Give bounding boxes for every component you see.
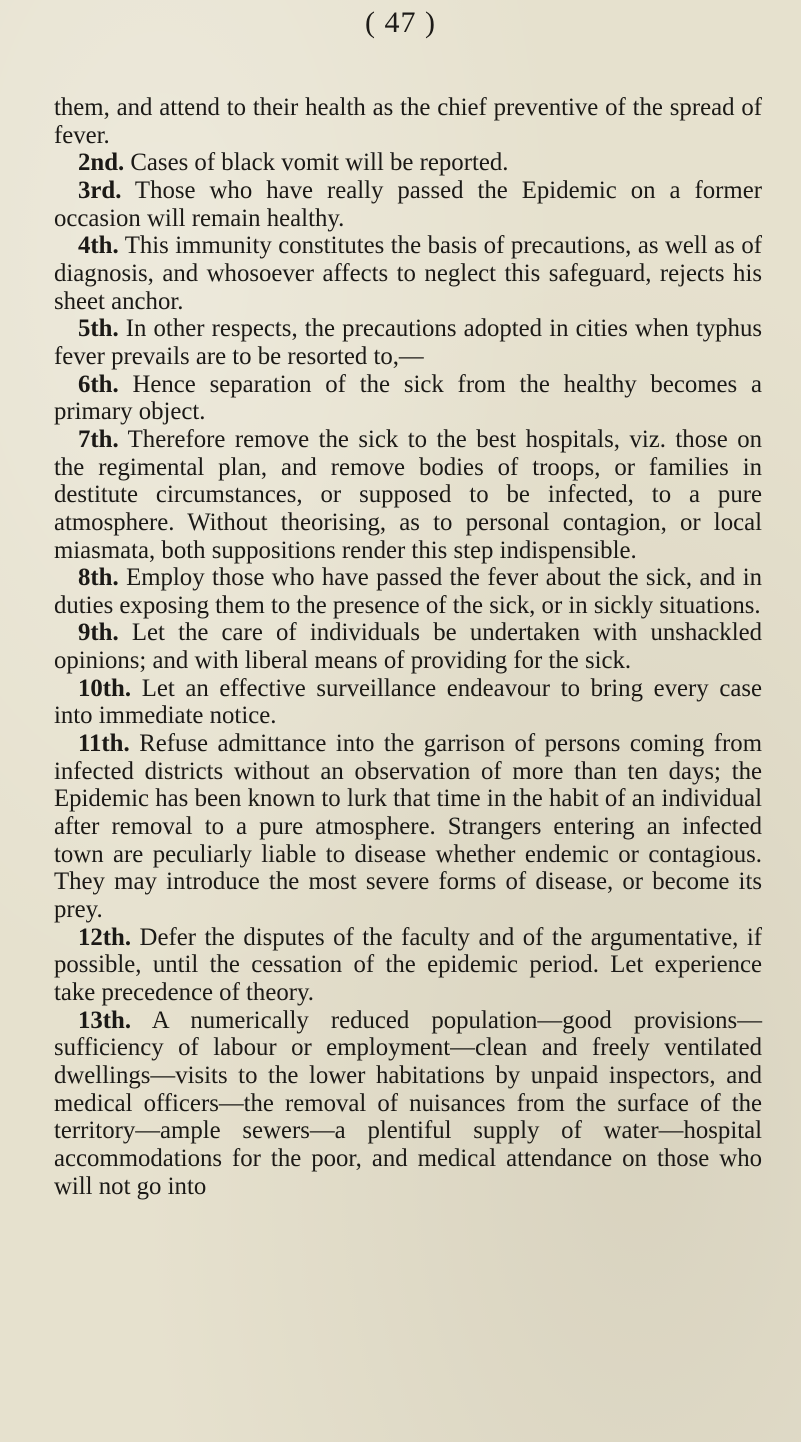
paragraph-number: 11th. — [78, 730, 130, 758]
paragraph-text: Those who have really passed the Epidemic on a former occasion will remain healthy. — [54, 176, 762, 232]
paragraph-10th — [54, 675, 762, 730]
paragraph-13th — [54, 1007, 762, 1201]
paragraph-number: 7th. — [78, 425, 119, 453]
paragraph-3rd — [54, 177, 762, 232]
paragraph-text: Employ those who have passed the fever about the sick, and in duties exposing them to the presence of the sick, or in sickly situations. — [54, 564, 762, 619]
paragraph-continuation — [54, 94, 762, 149]
paragraph-number: 9th. — [78, 619, 119, 647]
paragraph-number: 2nd. — [78, 149, 125, 177]
paragraph-5th — [54, 315, 762, 370]
paragraph-number: 5th. — [78, 315, 119, 343]
page-number: ( 47 ) — [365, 6, 436, 39]
body-text — [54, 94, 762, 1200]
paragraph-text: Hence separation of the sick from the healthy becomes a primary object. — [54, 370, 762, 426]
paragraph-11th — [54, 730, 762, 924]
paragraph-text: In other respects, the precautions adopted in cities when typhus fever prevails are to be resorted to,— — [54, 315, 762, 370]
paragraph-text: Therefore remove the sick to the best hospitals, viz. those on the regimental plan, and remove bodies of troops, or families in destitute circumstances, or supposed to be infected, to a pure atmosphere. Without theorising, as to personal contagion, or local miasmata, both suppositions render this step indispensible. — [54, 425, 762, 564]
paragraph-text: A numerically reduced population—good provisions—sufficiency of labour or employment—clean and freely ventilated dwellings—visits to the lower habitations by unpaid inspectors, and medical officers—the removal of nuisances from the surface of the territory—ample sewers—a plentiful supply of water—hospital accommodations for the poor, and medical attendance on those who will not go into — [54, 1006, 762, 1200]
paragraph-number: 10th. — [78, 674, 132, 702]
paragraph-number: 13th. — [78, 1006, 132, 1034]
paragraph-number: 6th. — [78, 370, 119, 398]
paragraph-text: Refuse admittance into the garrison of persons coming from infected districts without an observation of more than ten days; the Epidemic has been known to lurk that time in the habit of an individual after removal to a pure atmosphere. Strangers entering an infected town are peculiarly liable to disease whether endemic or contagious. They may introduce the most severe forms of disease, or become its prey. — [54, 730, 762, 924]
paragraph-6th — [54, 371, 762, 426]
paragraph-7th — [54, 426, 762, 564]
paragraph-2nd — [54, 149, 762, 177]
paragraph-8th — [54, 564, 762, 619]
paragraph-text: This immunity constitutes the basis of precautions, as well as of diagnosis, and whosoever affects to neglect this safeguard, rejects his sheet anchor. — [54, 232, 762, 315]
paragraph-text: Let an effective surveillance endeavour to bring every case into immediate notice. — [54, 674, 762, 730]
paragraph-text: them, and attend to their health as the chief preventive of the spread of fever. — [54, 94, 762, 149]
paragraph-number: 8th. — [78, 564, 119, 592]
paragraph-9th — [54, 619, 762, 674]
paragraph-12th — [54, 924, 762, 1007]
paragraph-text: Cases of black vomit will be reported. — [124, 149, 509, 177]
paragraph-4th — [54, 232, 762, 315]
paragraph-text: Let the care of individuals be undertaken with unshackled opinions; and with liberal means of providing for the sick. — [54, 619, 762, 675]
paragraph-number: 4th. — [78, 232, 119, 260]
paragraph-text: Defer the disputes of the faculty and of the argumentative, if possible, until the cessation of the epidemic period. Let experience take precedence of theory. — [54, 923, 762, 1006]
paragraph-number: 3rd. — [78, 176, 122, 204]
paragraph-number: 12th. — [78, 923, 132, 951]
